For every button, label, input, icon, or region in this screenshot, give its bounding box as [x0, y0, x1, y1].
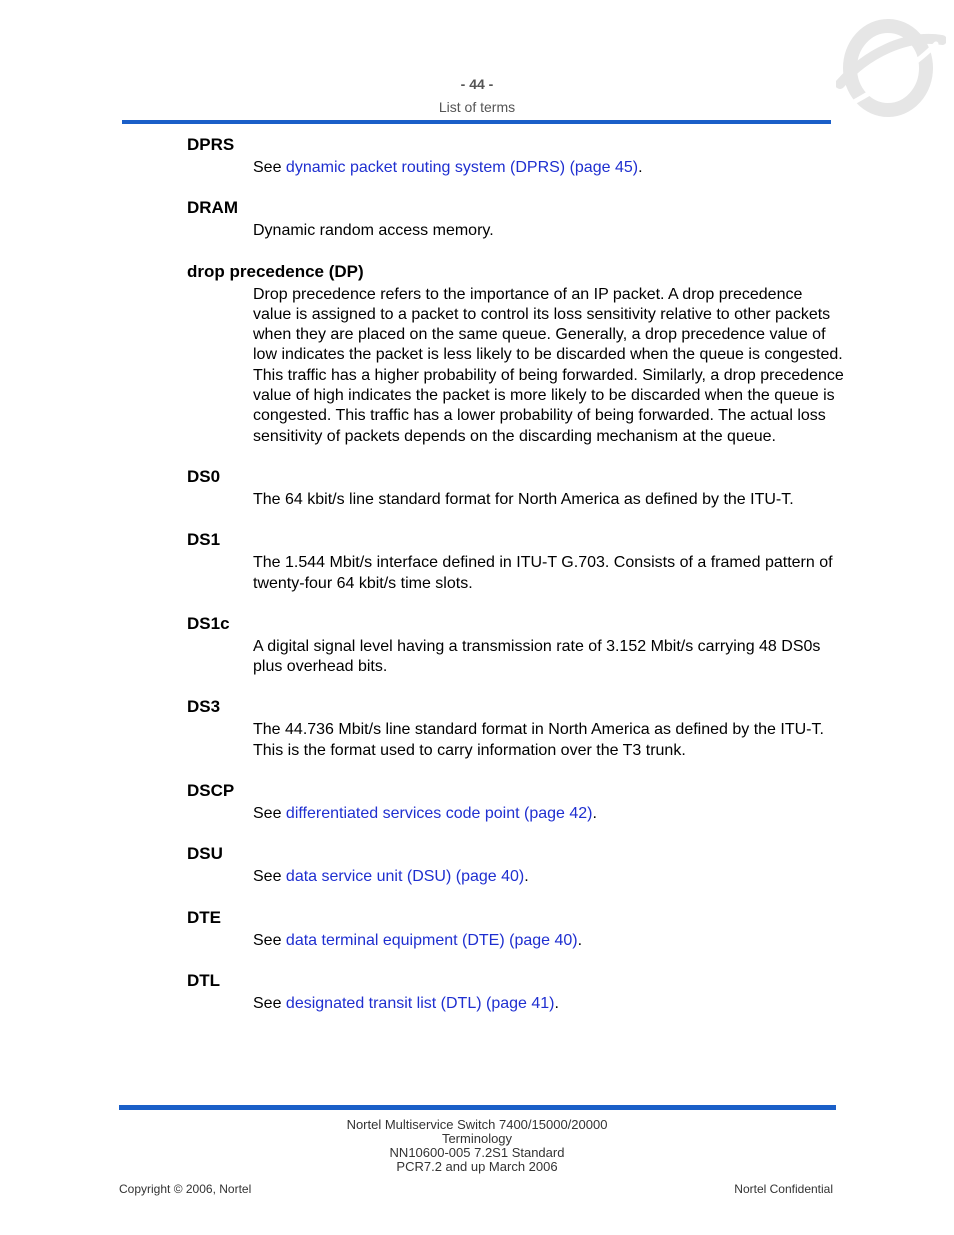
footer-document-info: [0, 1118, 954, 1174]
term: DRAM: [187, 198, 238, 218]
term: DS1: [187, 530, 221, 550]
glossary-entry-dte: [187, 907, 847, 951]
term: DS1c: [187, 613, 230, 633]
glossary-entry-dsu: [187, 843, 847, 887]
period: .: [554, 994, 559, 1012]
definition: The 44.736 Mbit/s line standard format in North America as defined by the ITU-T. This is the format used to carry information over the T3 trunk.: [253, 721, 824, 759]
definition: [253, 867, 845, 887]
term: DS0: [187, 466, 221, 486]
footer-doc-title: Terminology: [441, 1131, 513, 1146]
definition: The 1.544 Mbit/s interface defined in ITU-T G.703. Consists of a framed pattern of twenty-four 64 kbit/s time slots.: [253, 554, 833, 592]
term: DS3: [187, 697, 221, 717]
period: .: [577, 931, 583, 949]
definition: Dynamic random access memory.: [253, 222, 494, 240]
term: DSU: [187, 844, 223, 864]
glossary-entry-dtl: [187, 970, 847, 1014]
footer-rule: [119, 1105, 836, 1110]
copyright-text: Copyright © 2006, Nortel: [119, 1182, 252, 1196]
see-prefix: See: [253, 159, 286, 176]
see-prefix: See: [253, 868, 286, 886]
section-title: List of terms: [438, 99, 516, 115]
definition: The 64 kbit/s line standard format for North America as defined by the ITU-T.: [253, 490, 794, 508]
period: .: [592, 805, 597, 823]
cross-reference-link[interactable]: designated transit list (DTL) (page 41): [285, 994, 555, 1012]
cross-reference-link[interactable]: differentiated services code point (page 42): [285, 805, 593, 823]
glossary-entry-dprs: [187, 134, 847, 178]
glossary-entry-dram: [187, 197, 847, 241]
period: .: [524, 868, 529, 886]
page-number: - 44 -: [460, 76, 494, 92]
term: DTL: [187, 970, 221, 990]
glossary-entry-ds1: [187, 529, 847, 594]
cross-reference-link[interactable]: dynamic packet routing system (DPRS) (page 45): [285, 159, 639, 176]
footer-release: PCR7.2 and up March 2006: [396, 1159, 558, 1174]
see-prefix: See: [253, 994, 286, 1012]
glossary-entry-drop-precedence: [187, 261, 847, 447]
definition: [253, 931, 845, 951]
definition: [253, 994, 845, 1014]
cross-reference-link[interactable]: data terminal equipment (DTE) (page 40): [285, 931, 578, 949]
footer-doc-number: NN10600-005 7.2S1 Standard: [389, 1145, 565, 1160]
term: DPRS: [187, 135, 235, 154]
term: DTE: [187, 907, 221, 927]
glossary-entry-ds1c: [187, 613, 847, 678]
glossary-list: [187, 134, 847, 1033]
glossary-entry-ds0: [187, 466, 847, 510]
see-prefix: See: [253, 931, 286, 949]
glossary-entry-dscp: [187, 780, 847, 824]
see-prefix: See: [253, 805, 286, 823]
glossary-entry-ds3: [187, 696, 847, 761]
term: drop precedence (DP): [187, 261, 364, 281]
definition: [253, 804, 845, 824]
definition: Drop precedence refers to the importance of an IP packet. A drop precedence value is assigned to a packet to control its loss sensitivity relative to other packets when they are placed on the same queue. Generally, a drop precedence value of low indicates the packet is less likely to be discarded when the queue is congested. This traffic has a higher probability of being forwarded. Similarly, a drop precedence value of high indicates the packet is more likely to be discarded when the queue is congested. This traffic has a lower probability of being forwarded. The actual loss sensitivity of packets depends on the discarding mechanism at the queue.: [253, 285, 844, 445]
cross-reference-link[interactable]: data service unit (DSU) (page 40): [285, 868, 525, 886]
term: DSCP: [187, 781, 235, 801]
definition: [253, 158, 845, 178]
footer-product: Nortel Multiservice Switch 7400/15000/20000: [346, 1117, 608, 1132]
period: .: [638, 159, 643, 176]
header-rule: [122, 120, 831, 124]
confidential-label: Nortel Confidential: [734, 1182, 833, 1196]
definition: A digital signal level having a transmission rate of 3.152 Mbit/s carrying 48 DS0s plus overhead bits.: [253, 637, 821, 676]
